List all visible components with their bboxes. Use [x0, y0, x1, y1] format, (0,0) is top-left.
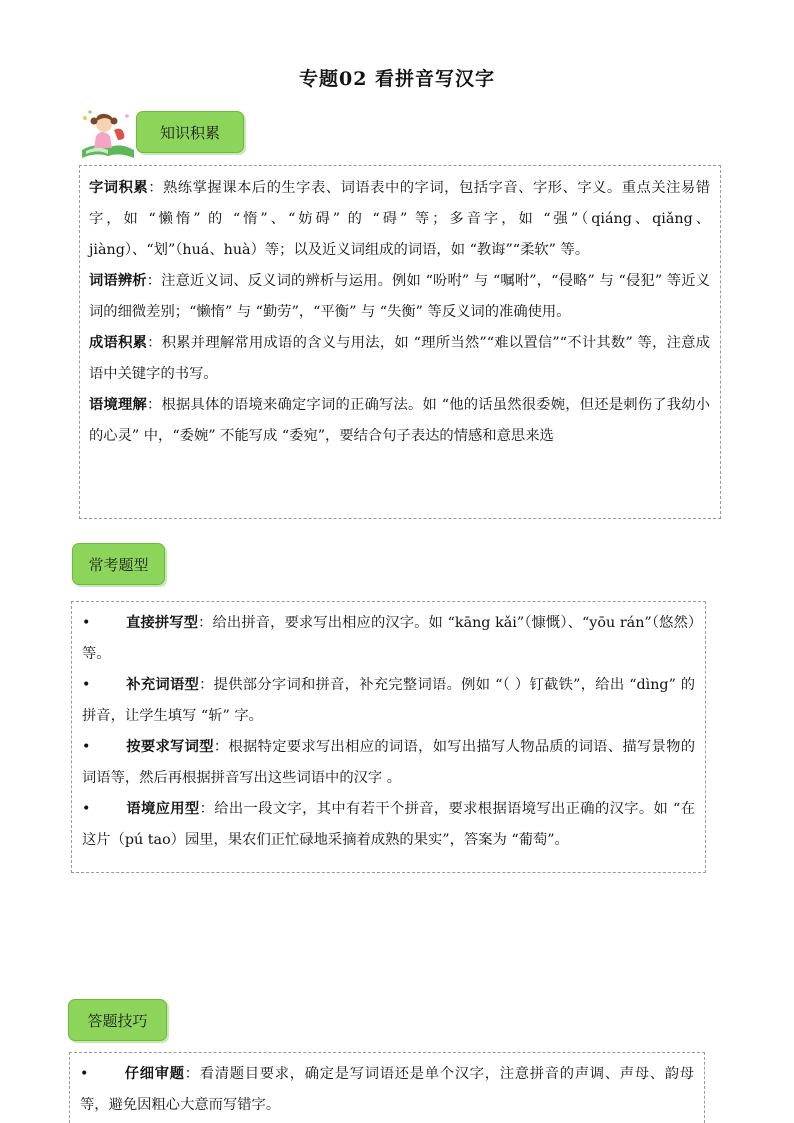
types-term: 按要求写词型	[126, 739, 214, 755]
types-term: 补充词语型	[126, 677, 200, 693]
knowledge-text: ：积累并理解常用成语的含义与用法，如 “理所当然”“难以置信”“不计其数” 等，注意成语中关键字的书写。	[89, 335, 710, 382]
types-item	[82, 794, 695, 856]
types-text: ：提供部分字词和拼音，补充完整词语。例如 “（ ）钉截铁”，给出 “dìng” 的拼音，让学生填写 “斩” 字。	[82, 677, 695, 724]
skills-term: 仔细审题	[124, 1066, 185, 1082]
knowledge-item	[89, 390, 710, 452]
knowledge-term: 语境理解	[89, 397, 147, 413]
types-item	[82, 732, 695, 794]
skills-item	[80, 1059, 694, 1121]
knowledge-term: 成语积累	[89, 335, 148, 351]
knowledge-item	[89, 328, 710, 390]
bullet-icon: •	[82, 615, 91, 631]
knowledge-item	[89, 266, 710, 328]
knowledge-term: 字词积累	[89, 180, 149, 196]
bullet-icon: •	[80, 1066, 89, 1082]
types-item	[82, 670, 695, 732]
knowledge-text: ：熟练掌握课本后的生字表、词语表中的字词，包括字音、字形、字义。重点关注易错字，如 “懒惰” 的 “惰”、“妨碍” 的 “碍” 等；多音字，如 “强”（qiáng、qiǎng、jiàng）、“划”（huá、huà）等；以及近义词组成的词语，如 “教诲”“柔软” 等。	[89, 180, 711, 258]
section-tag-skills: 答题技巧	[68, 999, 167, 1041]
girl-reading-book-icon	[78, 106, 138, 160]
types-text: ：给出拼音，要求写出相应的汉字。如 “kāng kǎi”（慷慨）、“yōu rán”（悠然）等。	[82, 615, 696, 662]
knowledge-text: ：根据具体的语境来确定字词的正确写法。如 “他的话虽然很委婉，但还是刺伤了我幼小的心灵” 中，“委婉” 不能写成 “委宛”，要结合句子表达的情感和意思来选	[89, 397, 710, 444]
section-tag-knowledge: 知识积累	[136, 111, 244, 153]
knowledge-text: ：注意近义词、反义词的辨析与运用。例如 “吩咐” 与 “嘱咐”，“侵略” 与 “侵犯” 等近义词的细微差别；“懒惰” 与 “勤劳”，“平衡” 与 “失衡” 等反义词的准确使用。	[89, 273, 710, 320]
skills-text: ：看清题目要求，确定是写词语还是单个汉字，注意拼音的声调、声母、韵母等，避免因粗心大意而写错字。	[80, 1066, 694, 1113]
types-term: 语境应用型	[126, 801, 200, 817]
knowledge-item	[89, 173, 710, 266]
bullet-icon: •	[82, 677, 91, 693]
types-box	[71, 601, 706, 873]
knowledge-box	[79, 165, 721, 519]
types-text: ：给出一段文字，其中有若干个拼音，要求根据语境写出正确的汉字。如 “在这片（pú tao）园里，果农们正忙碌地采摘着成熟的果实”，答案为 “葡萄”。	[82, 801, 696, 848]
document-title: 专题02 看拼音写汉字	[298, 68, 496, 90]
types-item	[82, 608, 695, 670]
bullet-icon: •	[82, 739, 91, 755]
knowledge-term: 词语辨析	[89, 273, 147, 289]
skills-box	[69, 1052, 705, 1123]
types-text: ：根据特定要求写出相应的词语，如写出描写人物品质的词语、描写景物的词语等，然后再根据拼音写出这些词语中的汉字 。	[82, 739, 696, 786]
bullet-icon: •	[82, 801, 91, 817]
section-tag-types: 常考题型	[72, 543, 165, 585]
types-term: 直接拼写型	[126, 615, 199, 631]
